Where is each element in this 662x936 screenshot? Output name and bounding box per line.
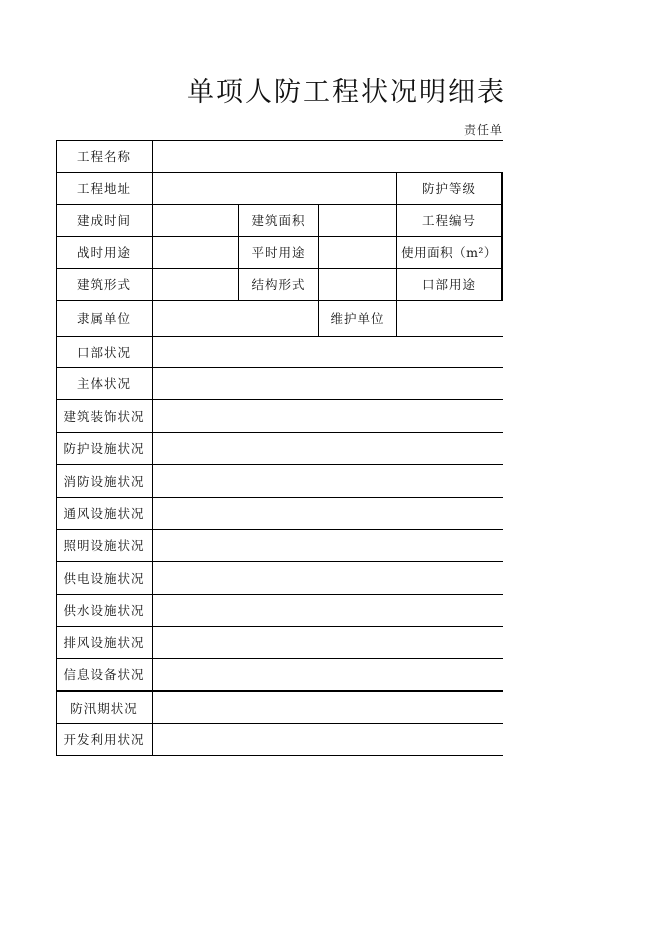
- label-project-address: 工程地址: [76, 181, 131, 196]
- label-peacetime-use: 平时用途: [251, 245, 306, 260]
- label-completion-time: 建成时间: [76, 213, 131, 228]
- form-table: [56, 140, 503, 756]
- label-flood-season-status: 防汛期状况: [70, 700, 138, 716]
- label-entrance-status: 口部状况: [76, 344, 131, 360]
- label-decoration-status: 建筑装饰状况: [63, 408, 145, 424]
- responsible-unit-label: 责任单: [463, 123, 503, 137]
- label-power-facility-status: 供电设施状况: [63, 570, 145, 586]
- label-lighting-facility-status: 照明设施状况: [63, 538, 145, 553]
- label-ventilation-facility-status: 通风设施状况: [63, 506, 145, 521]
- label-wartime-use: 战时用途: [76, 245, 131, 260]
- label-protection-level: 防护等级: [421, 181, 476, 196]
- label-affiliated-unit: 隶属单位: [76, 311, 131, 326]
- label-structure-form: 结构形式: [251, 277, 306, 292]
- label-project-number: 工程编号: [421, 213, 476, 228]
- label-usable-area: 使用面积（m²）: [401, 245, 497, 260]
- label-water-facility-status: 供水设施状况: [63, 603, 145, 618]
- label-building-area: 建筑面积: [251, 213, 306, 228]
- label-project-name: 工程名称: [76, 149, 131, 164]
- label-main-body-status: 主体状况: [76, 376, 131, 391]
- label-protection-facility-status: 防护设施状况: [63, 441, 145, 456]
- document-title: 单项人防工程状况明细表: [187, 77, 506, 108]
- label-entrance-use: 口部用途: [421, 277, 476, 292]
- form-grid: [56, 140, 503, 756]
- label-building-form: 建筑形式: [76, 277, 131, 292]
- label-maintenance-unit: 维护单位: [330, 311, 385, 326]
- label-information-equipment-status: 信息设备状况: [63, 667, 145, 682]
- label-development-use-status: 开发利用状况: [63, 732, 145, 747]
- label-fire-facility-status: 消防设施状况: [63, 473, 145, 489]
- label-exhaust-facility-status: 排风设施状况: [63, 635, 145, 650]
